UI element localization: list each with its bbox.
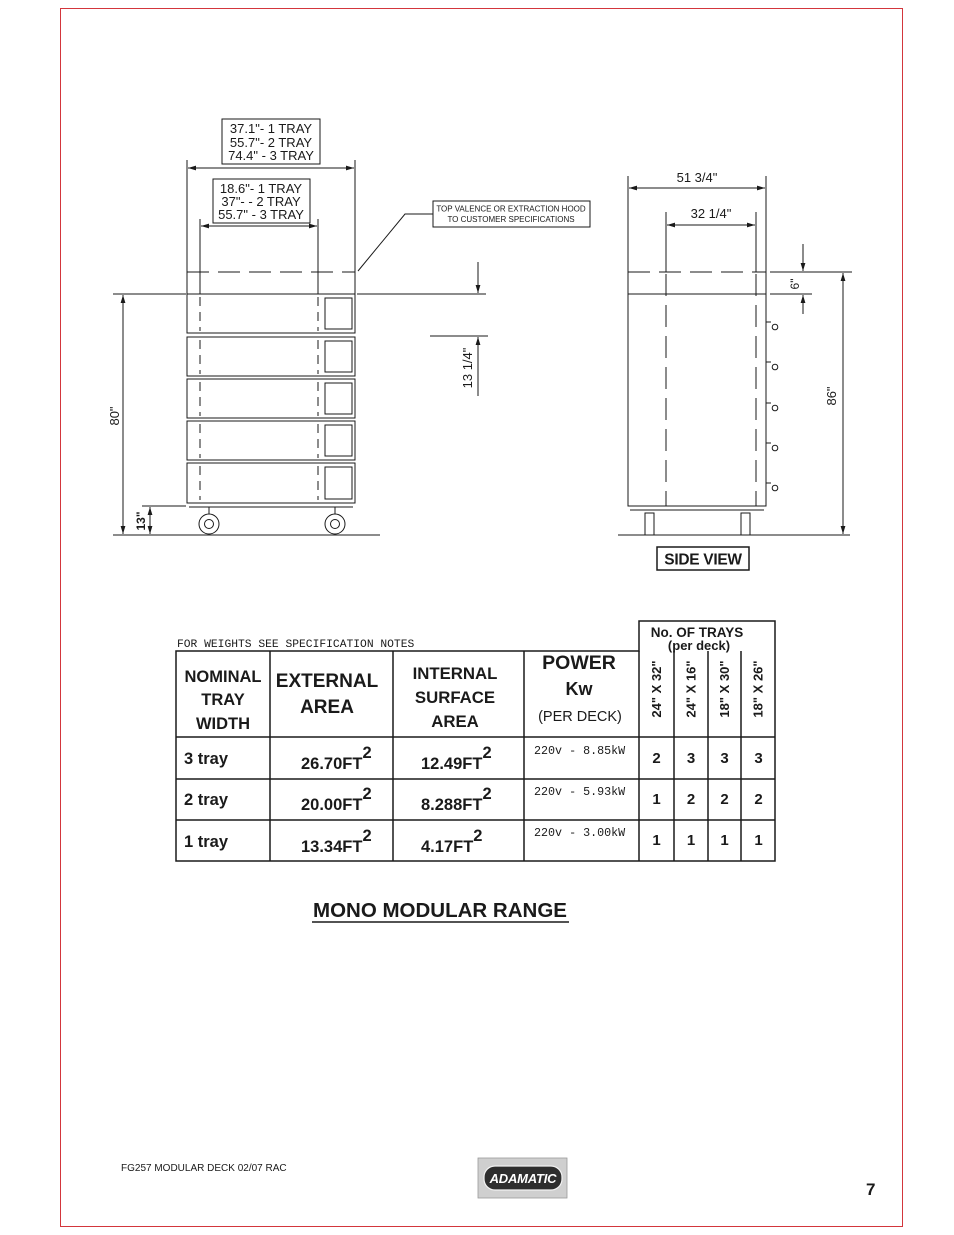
castor-wheel-left (199, 514, 219, 534)
svg-text:3: 3 (686, 750, 696, 767)
hood-height-label: 6" (788, 278, 802, 290)
hood-note-leader (358, 214, 433, 271)
overall-width-callout (222, 119, 320, 164)
page-title (312, 899, 569, 922)
total-height-dimension (824, 273, 843, 534)
svg-text:AREA: AREA (300, 697, 354, 718)
tray-size-24x32: 24" X 32" (649, 660, 664, 718)
total-height-label: 86" (824, 386, 839, 406)
adamatic-logo (478, 1158, 567, 1198)
overall-width-1-tray: 37.1"- 1 TRAY (229, 121, 313, 136)
svg-text:POWER: POWER (542, 652, 616, 674)
internal-width-2-tray: 37"- - 2 TRAY (221, 194, 301, 209)
svg-text:SURFACE: SURFACE (414, 688, 496, 707)
leg-front (645, 513, 654, 535)
svg-text:13.34FT2: 13.34FT2 (301, 827, 372, 856)
tray-size-24x16: 24" X 16" (683, 660, 699, 718)
overall-height-label: 80" (107, 406, 122, 426)
header-internal-surface-area (413, 664, 498, 731)
svg-text:1 tray: 1 tray (184, 833, 229, 851)
overall-width-2-tray: 55.7"- 2 TRAY (229, 135, 313, 150)
table-row (184, 785, 763, 814)
hood-note-callout (358, 201, 590, 271)
footer-document-reference: FG257 MODULAR DECK 02/07 RAC (121, 1163, 287, 1174)
oven-deck-4 (187, 421, 355, 460)
svg-text:8.288FT2: 8.288FT2 (421, 785, 492, 814)
deck-height-dimension (357, 262, 488, 396)
svg-text:(per deck): (per deck) (667, 638, 731, 653)
svg-text:2: 2 (720, 791, 729, 808)
overall-depth-label: 51 3/4" (676, 170, 718, 185)
base-height-dimension (134, 506, 186, 534)
internal-depth-dimension (667, 206, 755, 225)
side-oven-body (628, 294, 766, 506)
header-external-area (276, 671, 379, 718)
svg-text:Kw: Kw (565, 679, 593, 699)
svg-text:1: 1 (652, 832, 661, 849)
table-row (184, 826, 763, 856)
weights-note: FOR WEIGHTS SEE SPECIFICATION NOTES (177, 639, 415, 651)
svg-text:1: 1 (720, 832, 729, 849)
knob-icon (772, 405, 778, 411)
base-height-label: 13" (134, 511, 148, 531)
knob-icon (772, 485, 778, 491)
oven-deck-2 (187, 337, 355, 376)
internal-depth-label: 32 1/4" (690, 206, 732, 221)
svg-text:1: 1 (652, 791, 661, 808)
svg-text:2: 2 (754, 791, 763, 808)
svg-text:3: 3 (754, 750, 763, 767)
knob-icon (772, 445, 778, 451)
svg-text:1: 1 (754, 832, 763, 849)
side-view-caption (657, 547, 749, 570)
side-view-drawing (618, 170, 852, 570)
svg-text:3: 3 (720, 750, 729, 767)
hood-note-line-1: TOP VALENCE OR EXTRACTION HOOD (436, 204, 586, 214)
svg-text:(PER DECK): (PER DECK) (538, 709, 622, 725)
svg-text:TRAY: TRAY (201, 691, 245, 709)
oven-deck-5 (187, 463, 355, 503)
castor-wheel-right (325, 514, 345, 534)
svg-text:EXTERNAL: EXTERNAL (275, 671, 379, 692)
tray-size-18x30: 18" X 30" (717, 660, 732, 718)
tray-size-18x26: 18" X 26" (750, 660, 766, 718)
front-view-drawing (107, 119, 590, 535)
svg-text:3 tray: 3 tray (184, 750, 229, 768)
deck-height-label: 13 1/4" (460, 347, 475, 389)
svg-text:2 tray: 2 tray (184, 791, 229, 809)
svg-text:220v - 3.00kW: 220v - 3.00kW (534, 826, 626, 840)
internal-width-3-tray: 55.7" - 3 TRAY (218, 207, 304, 222)
svg-text:20.00FT2: 20.00FT2 (301, 785, 372, 814)
svg-text:12.49FT2: 12.49FT2 (421, 744, 492, 773)
hood-height-dimension (770, 244, 852, 314)
svg-text:4.17FT2: 4.17FT2 (421, 827, 483, 856)
leg-rear (741, 513, 750, 535)
side-extension-lines (628, 176, 766, 294)
header-power (538, 652, 622, 725)
svg-text:WIDTH: WIDTH (195, 715, 251, 733)
hood-note-line-2: TO CUSTOMER SPECIFICATIONS (447, 215, 575, 224)
svg-text:INTERNAL: INTERNAL (412, 664, 498, 683)
page-number: 7 (866, 1180, 876, 1199)
svg-text:26.70FT2: 26.70FT2 (301, 744, 372, 773)
svg-text:ADAMATIC: ADAMATIC (489, 1171, 557, 1186)
svg-text:220v - 8.85kW: 220v - 8.85kW (534, 744, 626, 758)
svg-text:AREA: AREA (431, 712, 479, 731)
side-control-knobs (766, 322, 778, 491)
table-row (184, 744, 763, 773)
side-view-title: SIDE VIEW (664, 551, 742, 569)
internal-width-1-tray: 18.6"- 1 TRAY (219, 181, 303, 196)
specification-table (176, 621, 775, 861)
svg-text:No. OF TRAYS: No. OF TRAYS (650, 625, 744, 640)
knob-icon (772, 364, 778, 370)
svg-text:2: 2 (686, 791, 696, 808)
svg-text:2: 2 (652, 750, 661, 767)
oven-deck-3 (187, 379, 355, 418)
knob-icon (772, 324, 778, 330)
overall-height-dimension (107, 294, 186, 534)
oven-deck-1 (187, 294, 355, 333)
svg-text:220v - 5.93kW: 220v - 5.93kW (534, 785, 626, 799)
svg-text:1: 1 (686, 832, 696, 849)
internal-width-callout (213, 179, 310, 223)
oven-base-and-castors (189, 507, 353, 534)
overall-width-3-tray: 74.4" - 3 TRAY (228, 148, 314, 163)
overall-depth-dimension (629, 170, 765, 188)
svg-text:MONO MODULAR RANGE: MONO MODULAR RANGE (313, 899, 567, 922)
svg-text:NOMINAL: NOMINAL (184, 668, 262, 686)
side-base-legs (630, 510, 764, 535)
header-nominal-tray-width (185, 668, 262, 733)
